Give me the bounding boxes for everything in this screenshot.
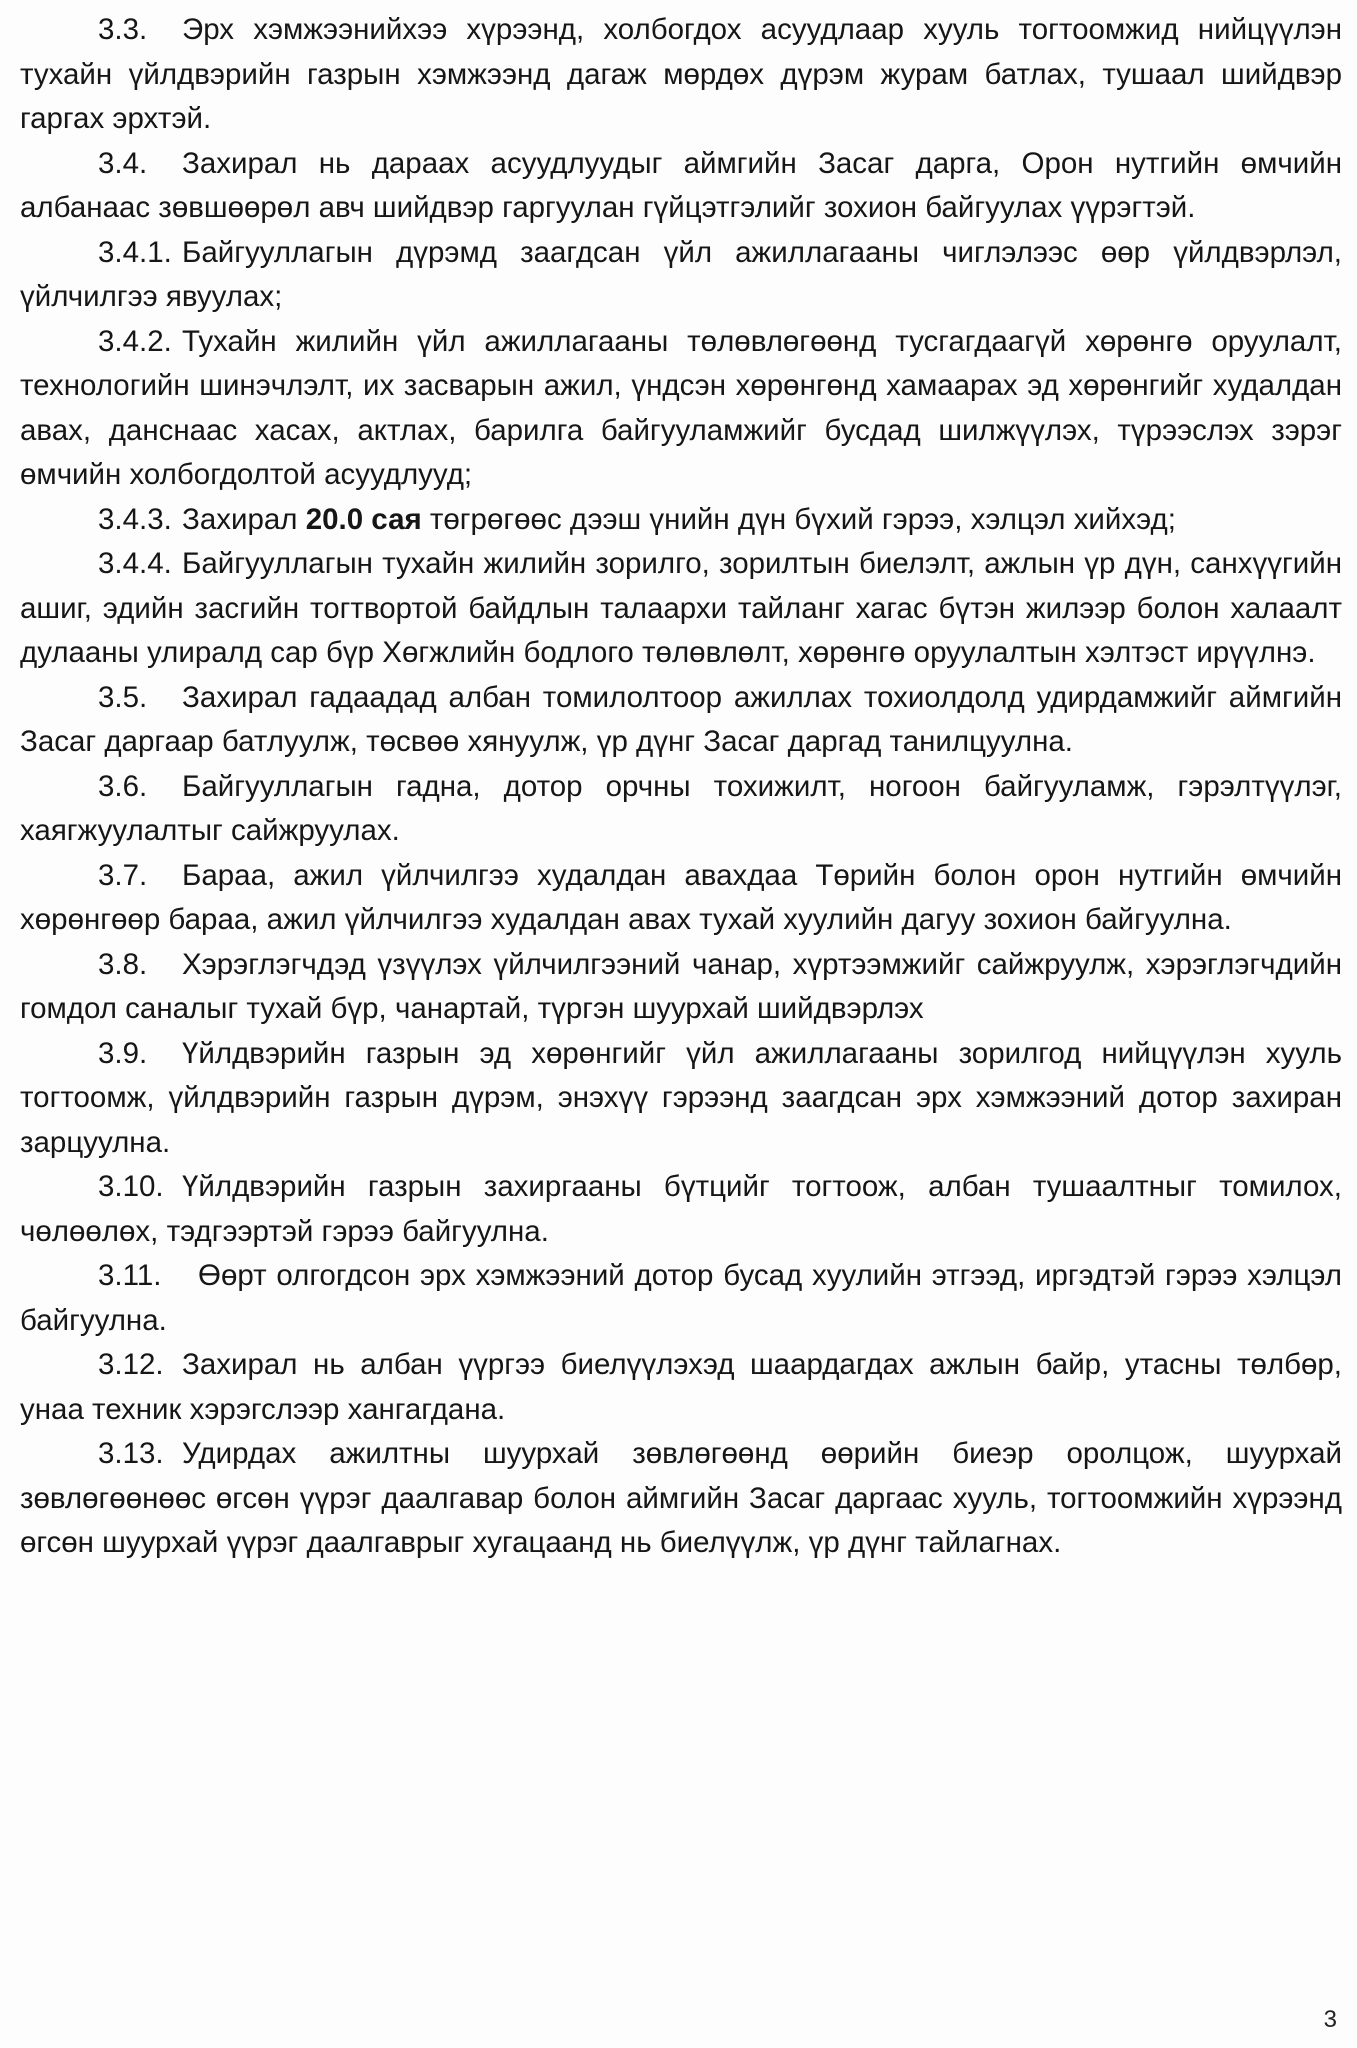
paragraph-3-4-1	[20, 231, 1342, 320]
paragraph-text: Өөрт олгогдсон эрх хэмжээний дотор бусад хуулийн этгээд, иргэдтэй гэрээ хэлцэл байгуулна.	[20, 1259, 1342, 1337]
paragraph-text-before: Захирал	[182, 502, 306, 536]
paragraph-number: 3.8.	[98, 947, 148, 981]
paragraph-text: Удирдах ажилтны шуурхай зөвлөгөөнд өөрийн биеэр оролцож, шуурхай зөвлөгөөнөөс өгсөн үүрэг даалгавар болон аймгийн Засаг даргаас хууль, тогтоомжийн хүрээнд өгсөн шуурхай үүрэг даалгаврыг хугацаанд нь биелүүлж, үр дүнг тайлагнах.	[20, 1437, 1342, 1559]
paragraph-3-13	[20, 1432, 1342, 1566]
document-body	[20, 8, 1342, 1566]
paragraph-text: Тухайн жилийн үйл ажиллагааны төлөвлөгөөнд тусгагдаагүй хөрөнгө оруулалт, технологийн шинэчлэлт, их засварын ажил, үндсэн хөрөнгөнд хамаарах эд хөрөнгийг худалдан авах, данснаас хасах, актлах, барилга байгууламжийг бусдад шилжүүлэх, түрээслэх зэрэг өмчийн холбогдолтой асуудлууд;	[20, 324, 1342, 491]
paragraph-text: Байгууллагын тухайн жилийн зорилго, зорилтын биелэлт, ажлын үр дүн, санхүүгийн ашиг, эдийн засгийн тогтвортой байдлын талаархи тайланг хагас бүтэн жилээр болон халаалт дулааны улиралд сар бүр Хөгжлийн бодлого төлөвлөлт, хөрөнгө оруулалтын хэлтэст ирүүлнэ.	[20, 547, 1342, 669]
paragraph-text-after: төгрөгөөс дээш үнийн дүн бүхий гэрээ, хэлцэл хийхэд;	[421, 502, 1176, 536]
paragraph-text: Захирал нь дараах асуудлуудыг аймгийн Засаг дарга, Орон нутгийн өмчийн албанаас зөвшөөрөл авч шийдвэр гаргуулан гүйцэтгэлийг зохион байгуулах үүрэгтэй.	[20, 146, 1342, 224]
paragraph-text: Байгууллагын дүрэмд заагдсан үйл ажиллагааны чиглэлээс өөр үйлдвэрлэл, үйлчилгээ явуулах;	[20, 235, 1342, 313]
paragraph-3-12	[20, 1343, 1342, 1432]
paragraph-text: Эрх хэмжээнийхээ хүрээнд, холбогдох асуудлаар хууль тогтоомжид нийцүүлэн тухайн үйлдвэрийн газрын хэмжээнд дагаж мөрдөх дүрэм журам батлах, тушаал шийдвэр гаргах эрхтэй.	[20, 13, 1342, 135]
amount-highlight: 20.0 сая	[305, 502, 422, 536]
paragraph-3-7	[20, 854, 1342, 943]
paragraph-number: 3.5.	[98, 680, 148, 714]
paragraph-number: 3.4.	[98, 146, 148, 180]
paragraph-3-4-2	[20, 320, 1342, 498]
paragraph-number: 3.4.1.	[98, 235, 172, 269]
paragraph-number: 3.12.	[98, 1348, 164, 1381]
paragraph-number: 3.13.	[98, 1437, 164, 1470]
paragraph-3-6	[20, 765, 1342, 854]
paragraph-3-4-4	[20, 542, 1342, 676]
paragraph-number: 3.4.4.	[98, 547, 172, 580]
paragraph-number: 3.3.	[98, 13, 148, 46]
paragraph-number: 3.9.	[98, 1036, 148, 1070]
paragraph-3-11	[20, 1254, 1342, 1343]
paragraph-text: Үйлдвэрийн газрын эд хөрөнгийг үйл ажиллагааны зорилгод нийцүүлэн хууль тогтоомж, үйлдвэрийн газрын дүрэм, энэхүү гэрээнд заагдсан эрх хэмжээний дотор захиран зарцуулна.	[20, 1036, 1342, 1159]
paragraph-text: Захирал гадаадад албан томилолтоор ажиллах тохиолдолд удирдамжийг аймгийн Засаг даргаар батлуулж, төсвөө хянуулж, үр дүнг Засаг даргад танилцуулна.	[20, 680, 1342, 758]
paragraph-3-4	[20, 142, 1342, 231]
paragraph-text: Үйлдвэрийн газрын захиргааны бүтцийг тогтоож, албан тушаалтныг томилох, чөлөөлөх, тэдгээртэй гэрээ байгуулна.	[20, 1170, 1342, 1248]
paragraph-3-3	[20, 8, 1342, 142]
paragraph-text: Захирал нь албан үүргээ биелүүлэхэд шаардагдах ажлын байр, утасны төлбөр, унаа техник хэрэгслээр хангагдана.	[20, 1348, 1342, 1426]
paragraph-3-5	[20, 676, 1342, 765]
paragraph-number: 3.10.	[98, 1170, 164, 1203]
paragraph-3-10	[20, 1165, 1342, 1254]
paragraph-number: 3.4.2.	[98, 324, 172, 358]
page-number: 3	[1323, 2006, 1337, 2033]
paragraph-3-9	[20, 1032, 1342, 1166]
paragraph-text: Байгууллагын гадна, дотор орчны тохижилт, ногоон байгууламж, гэрэлтүүлэг, хаягжуулалтыг сайжруулах.	[20, 769, 1342, 847]
paragraph-text: Бараа, ажил үйлчилгээ худалдан авахдаа Төрийн болон орон нутгийн өмчийн хөрөнгөөр бараа, ажил үйлчилгээ худалдан авах тухай хуулийн дагуу зохион байгуулна.	[20, 858, 1342, 936]
paragraph-number: 3.4.3.	[98, 502, 172, 536]
paragraph-number: 3.7.	[98, 858, 148, 892]
paragraph-3-4-3	[20, 498, 1342, 543]
paragraph-3-8	[20, 943, 1342, 1032]
paragraph-number: 3.11.	[98, 1259, 162, 1292]
paragraph-text: Хэрэглэгчдэд үзүүлэх үйлчилгээний чанар, хүртээмжийг сайжруулж, хэрэглэгчдийн гомдол саналыг тухай бүр, чанартай, түргэн шуурхай шийдвэрлэх	[20, 947, 1342, 1025]
paragraph-number: 3.6.	[98, 769, 148, 803]
